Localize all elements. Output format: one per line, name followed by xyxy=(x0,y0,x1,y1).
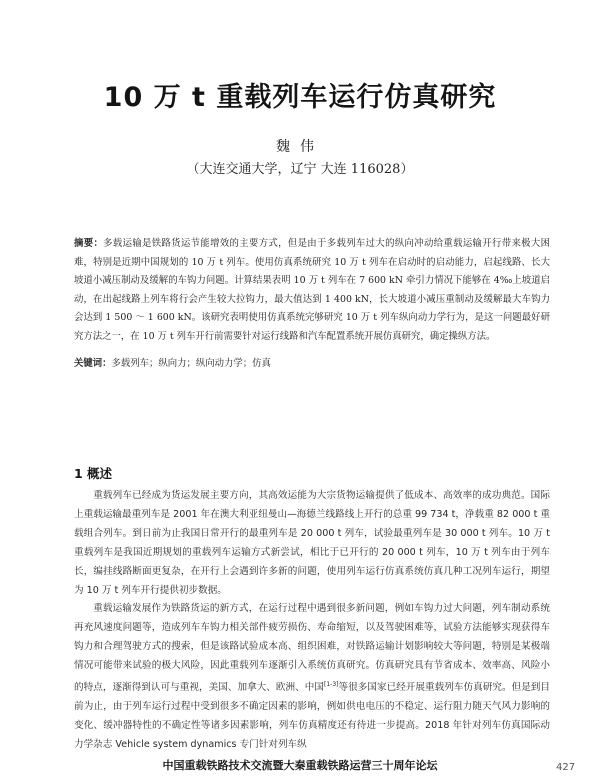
paper-title: 10 万 t 重载列车运行仿真研究 xyxy=(103,82,497,113)
body-paragraph-2 xyxy=(74,600,550,754)
section-heading: 1 概述 xyxy=(74,466,113,481)
body-paragraph-2-part-b: 等很多国家已经开展重载列车仿真研究。但是到目前为止，由于列车运行过程中受到很多不确定因素的影响，例如供电电压的不稳定、运行阻力随天气风力影响的变化、缓冲器特性的不确定性等诸多因素影响，列车仿真精度还有待进一步提高。2018 年针对列车仿真国际动力学杂志 Vehicle system dynamics 专门针对列车纵 xyxy=(74,682,551,750)
keywords-label: 关键词： xyxy=(74,358,112,369)
abstract-text: 多载运输是铁路货运节能增效的主要方式，但是由于多载列车过大的纵向冲动给重载运输开行带来极大困难，特别是近期中国规划的 10 万 t 列车。使用仿真系统研究 10 万 t 列车在启动时的启动能力，启起线路、长大坡道小减压制动及缓解的车钩力问题。计算结果表明 10 万 t 列车在 7 600 kN 牵引力情况下能够在 4‰上坡道启动，在出起线路上列车将行会产生较大拉钩力，最大值达到 1 400 kN，长大坡道小减压重制动及缓解最大车钩力会达到 1 500 ～ 1 600 kN。该研究表明使用仿真系统完够研究 10 万 t 列车纵向动力学行为，是这一问题最好研究方法之一，在 10 万 t 列车开行前需要针对运行线路和汽车配置系统开展仿真研究，确定操纵方法。 xyxy=(74,238,550,342)
abstract xyxy=(74,235,550,347)
citation-superscript: [1-3] xyxy=(324,681,339,689)
page-number: 427 xyxy=(556,762,576,773)
body-paragraph-2-part-a: 重载运输发展作为铁路货运的新方式，在运行过程中遇到很多新问题，例如车钩力过大问题，列车制动系统再充风速度问题等，造成列车车钩力相关部件疲劳损伤、寿命缩短，以及驾驶困难等，试验方法能够实现获得车钩力和合理驾驶方式的搜索，但是该路试验成本高、组织困难，对铁路运输计划影响较大等问题，特别是某极端情况可能带来试验的极大风险，因此重载列车逐渐引入系统仿真研究。仿真研究具有节省成本、效率高、风险小的特点，逐渐得到认可与重视，美国、加拿大、欧洲、中国 xyxy=(74,603,550,694)
body-paragraph-1: 重载列车已经成为货运发展主要方向，其高效运能为大宗货物运输提供了低成本、高效率的成功典范。国际上重载运输最重列车是 2001 年在澳大利亚纽曼山—海德兰线路线上开行的总重 99 734 t，净载重 82 000 t 重载组合列车。到日前为止我国日常开行的最重列车是 20 000 t 列车，试验最重列车是 30 000 t 列车。10 万 t 重载列车是我国近期规划的重载列车运输方式新尝试，相比于已开行的 20 000 t 列车，10 万 t 列车由于列车长，编挂线路断面更复杂，在开行上会遇到许多新的问题，使用列车运行仿真系统仿真几种工况列车运行，期望为 10 万 t 列车开行提供初步数据。 xyxy=(74,490,550,596)
running-footer: 中国重载铁路技术交流暨大秦重载铁路运营三十周年论坛 xyxy=(162,759,438,772)
keywords-text: 多载列车；纵向力；纵向动力学；仿真 xyxy=(111,358,271,369)
author-affiliation: （大连交通大学，辽宁 大连 116028） xyxy=(186,162,414,177)
abstract-label: 摘要： xyxy=(74,238,104,249)
author-name: 魏伟 xyxy=(276,139,324,155)
keywords xyxy=(74,355,550,373)
body-text xyxy=(74,487,550,755)
